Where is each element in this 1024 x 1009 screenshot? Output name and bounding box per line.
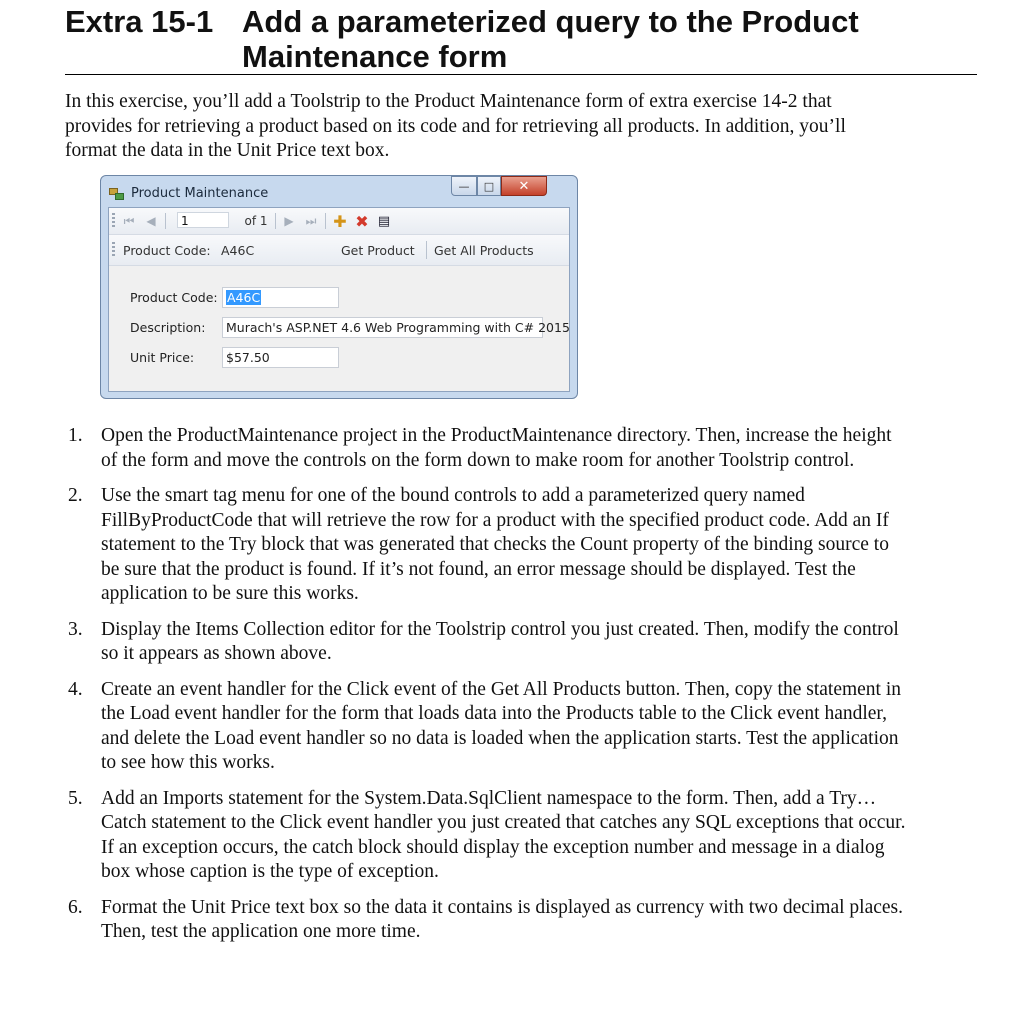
window-titlebar — [109, 183, 268, 203]
step-item — [68, 484, 908, 607]
step-text: Display the Items Collection editor for the Toolstrip control you just created. Then, modify the control so it appears as shown above. — [101, 618, 899, 664]
toolstrip-separator — [165, 213, 166, 229]
step-item — [68, 424, 908, 473]
exercise-header — [65, 4, 977, 76]
delete-icon[interactable]: ✖ — [355, 211, 369, 231]
step-text: Format the Unit Price text box so the data it contains is displayed as currency with two decimal places. Then, test the application one more time. — [101, 896, 904, 942]
step-item — [68, 787, 908, 885]
position-item-input[interactable]: 1 — [177, 212, 229, 228]
description-field[interactable]: Murach's ASP.NET 4.6 Web Programming with C# 2015 — [222, 317, 543, 338]
step-text: Add an Imports statement for the System.Data.SqlClient namespace to the form. Then, add a Try…Catch statement to the Click event handler you just created that catches any SQL exceptions that occur. If an exception occurs, the catch block should display the exception number and message in a dialog box whose caption is the type of exception. — [101, 787, 906, 882]
fill-by-product-code-toolstrip — [109, 235, 569, 266]
move-next-icon[interactable]: ▶ — [284, 214, 294, 228]
step-item — [68, 618, 908, 667]
get-product-button[interactable]: Get Product — [341, 242, 415, 258]
toolstrip-grip[interactable] — [112, 213, 115, 229]
product-maintenance-window — [100, 175, 578, 399]
toolstrip-separator — [275, 213, 276, 229]
step-text: Open the ProductMaintenance project in the ProductMaintenance directory. Then, increase the height of the form and move the controls on the form down to make room for another Toolstrip control. — [101, 425, 892, 471]
step-text: Use the smart tag menu for one of the bound controls to add a parameterized query named FillByProductCode that will retrieve the row for a product with the specified product code. Add an If statement to the Try block that was generated that checks the Count property of the binding source to be sure that the product is found. If it’s not found, an error message should be displayed. Test the application to be sure this works. — [101, 485, 889, 604]
exercise-title: Add a parameterized query to the Product Maintenance form — [242, 4, 859, 74]
step-item — [68, 896, 908, 945]
step-number: 6. — [68, 896, 83, 918]
maximize-button[interactable]: □ — [477, 176, 501, 196]
toolstrip-code-input[interactable]: A46C — [221, 242, 255, 258]
step-text: Create an event handler for the Click event of the Get All Products button. Then, copy the statement in the Load event handler for the form that loads data into the Products table to the Click event handler, and delete the Load event handler so no data is loaded when the application starts. Test the application to see how this works. — [101, 678, 902, 773]
toolstrip-grip[interactable] — [112, 242, 115, 258]
toolstrip-separator — [325, 213, 326, 229]
form-client-area — [108, 207, 570, 392]
step-number: 5. — [68, 787, 83, 809]
step-number: 4. — [68, 678, 83, 700]
step-item — [68, 678, 908, 776]
close-button[interactable]: ✕ — [501, 176, 547, 196]
unit-price-label: Unit Price: — [130, 350, 195, 365]
toolstrip-separator — [426, 241, 427, 259]
form-icon — [109, 186, 125, 200]
count-item-label: of 1 — [244, 214, 268, 228]
binding-navigator-toolstrip — [109, 208, 569, 235]
move-previous-icon[interactable]: ◀ — [146, 214, 156, 228]
minimize-button[interactable]: — — [451, 176, 477, 196]
step-number: 2. — [68, 485, 83, 506]
get-all-products-button[interactable]: Get All Products — [434, 242, 534, 258]
move-first-icon[interactable]: ⏮ — [123, 213, 135, 228]
header-rule — [65, 74, 977, 75]
product-code-field[interactable] — [222, 287, 339, 308]
product-code-value: A46C — [227, 290, 261, 305]
step-number: 3. — [68, 618, 83, 640]
exercise-number: Extra 15-1 — [65, 4, 214, 39]
window-title: Product Maintenance — [131, 185, 269, 201]
toolstrip-code-label: Product Code: — [123, 242, 211, 258]
add-new-icon[interactable]: ✚ — [333, 211, 347, 231]
step-list — [68, 424, 908, 956]
description-label: Description: — [130, 320, 206, 335]
product-code-label: Product Code: — [130, 290, 218, 305]
step-number: 1. — [68, 425, 83, 446]
move-last-icon[interactable]: ⏭ — [305, 213, 317, 228]
unit-price-field[interactable]: $57.50 — [222, 347, 339, 368]
save-icon[interactable]: ▤ — [377, 213, 391, 229]
intro-paragraph: In this exercise, you’ll add a Toolstrip to the Product Maintenance form of extra exercise 14-2 that provides for retrieving a product based on its code and for retrieving all products. In addition, you’ll format the data in the Unit Price text box. — [65, 91, 846, 161]
window-controls — [451, 176, 547, 196]
